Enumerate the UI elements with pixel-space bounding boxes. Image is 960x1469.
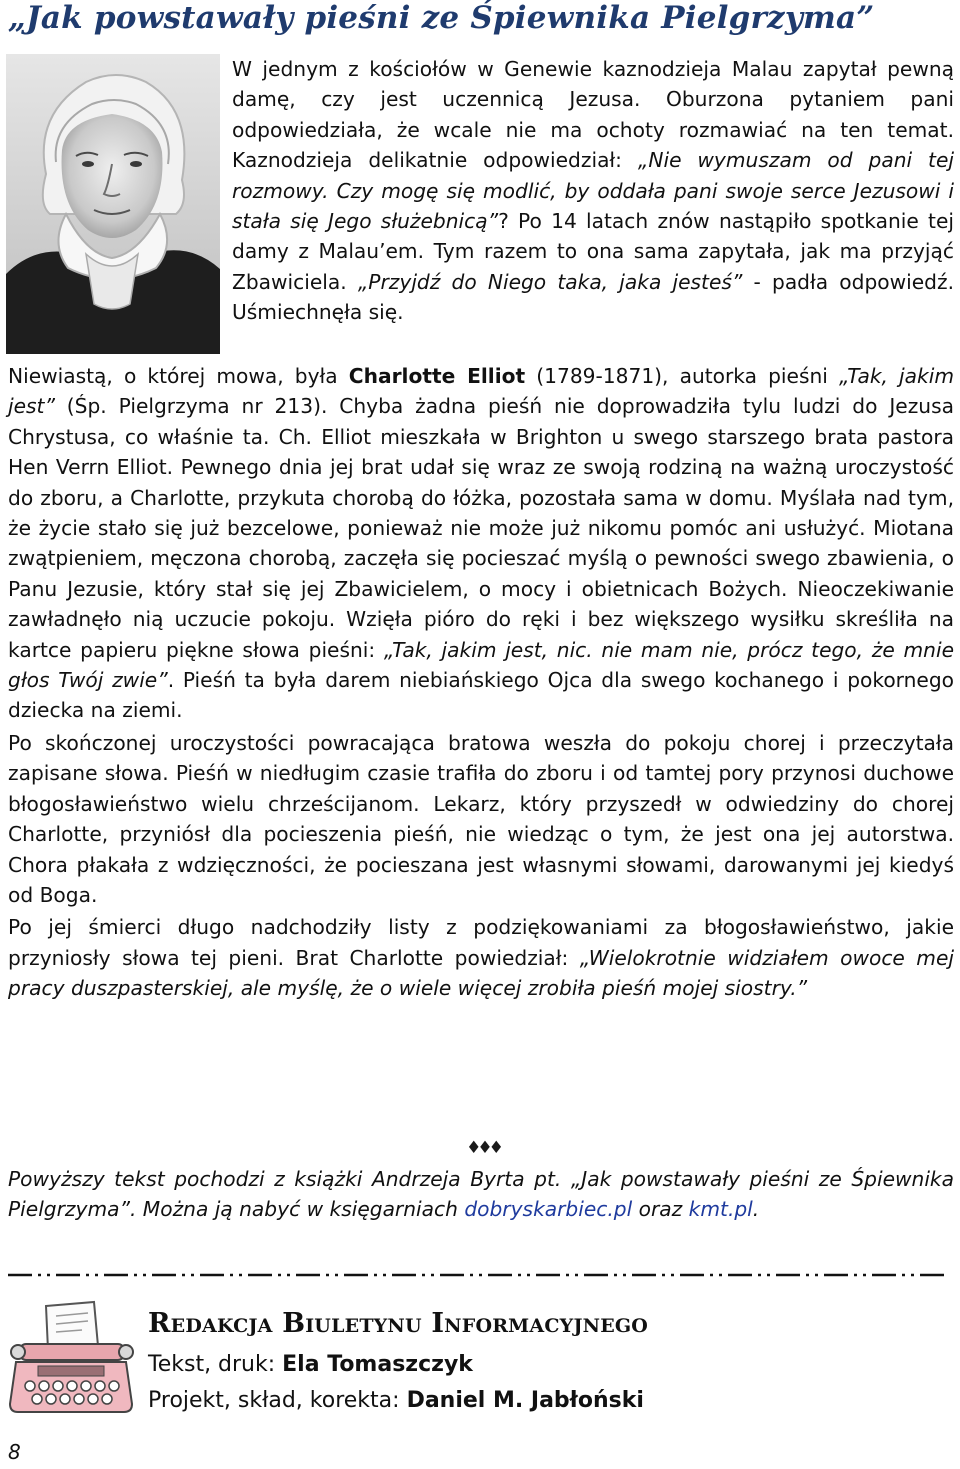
page-number: 8 (8, 1440, 21, 1464)
article-title: „Jak powstawały pieśni ze Śpiewnika Pielgrzyma” (8, 0, 875, 36)
paragraph-1 (8, 361, 954, 726)
intro-quote-2: „Przyjdź do Niego taka, jaka jesteś” (357, 269, 743, 294)
intro-text-2: ? Po 14 latach znów nastąpiło spotkanie tej damy z Malau’em. Tym razem to ona sama zapytała, jak ma przyjąć Zbawiciela. (232, 209, 954, 294)
credit-print-label: Tekst, druk: (148, 1352, 283, 1377)
author-name: Charlotte Elliot (348, 364, 526, 388)
source-note-text-a: Powyższy tekst pochodzi z książki Andrzeja Byrta pt. „Jak powstawały pieśni ze Śpiewnika Pielgrzyma”. Można ją nabyć w księgarniach (8, 1167, 954, 1222)
credit-design-label: Projekt, skład, korekta: (148, 1388, 407, 1413)
p1-text-d: . Pieśń ta była darem niebiańskiego Ojca dla swego kochanego i pokornego dziecka na ziemi. (8, 668, 955, 723)
credit-print (148, 1352, 908, 1386)
portrait-photo (6, 54, 220, 354)
source-note (8, 1164, 954, 1225)
p3-text-a: Po jej śmierci długo nadchodziły listy z podziękowaniami za błogosławieństwo, jakie przyniosły słowa tej pieni. Brat Charlotte powiedział: (8, 915, 954, 970)
typewriter-icon (8, 1300, 134, 1418)
song-title: „Tak, jakim jest” (8, 364, 954, 419)
brother-quote: „Wielokrotnie widziałem owoce mej pracy duszpasterskiej, ale myślę, że o wiele więcej zrobiła pieśń mojej siostry.” (8, 945, 954, 1001)
credit-print-name: Ela Tomaszczyk (282, 1352, 473, 1377)
p1-text-c: (Śp. Pielgrzyma nr 213). Chyba żadna pieśń nie doprowadziła tylu ludzi do Jezusa Chrystusa, co właśnie ta. Ch. Elliot mieszkała w Brighton u swego starszego brata pastora Hen Verrn Elliot. Pewnego dnia jej brat udał się wraz ze swoją rodziną na ważną uroczystość do zboru, a Charlotte, przykuta chorobą do łóżka, pozostała sama w domu. Myślała nad tym, że życie stało się już bezcelowe, ponieważ nie może już nikomu pomóc ani usłużyć. Miotana zwątpieniem, męczona chorobą, zaczęła się pocieszać myślą o pewności swego zbawienia, o Panu Jezusie, który stał się jej Zbawicielem, o mocy i obietnicach Bożych. Nieoczekiwanie zawładnęło nią uczucie pokoju. Wzięła pióro do ręki i bez większego wysiłku skreśliła na kartce papieru piękne słowa pieśni: (8, 394, 954, 662)
diamond-divider-icon: ♦♦♦ (466, 1138, 500, 1158)
dash-dot-separator (8, 1270, 950, 1280)
credit-design (148, 1388, 908, 1422)
kmt-link[interactable]: kmt.pl (688, 1197, 753, 1222)
p1-text-b: (1789-1871), autorka pieśni (525, 364, 839, 388)
paragraph-2: Po skończonej uroczystości powracająca bratowa weszła do pokoju chorej i przeczytała zapisane słowa. Pieśń w niedługim czasie trafiła do zboru i od tamtej pory przynosi duchowe błogosławieństwo wielu chrześcijanom. Lekarz, który przyszedł w odwiedziny do chorej Charlotte, przyniósł dla pocieszenia pieśń, nie wiedząc o tym, że jest ona jej autorstwa. Chora płakała z wdzięczności, że pocieszana jest własnymi słowami, darowanymi jej kiedyś od Boga. (8, 730, 954, 907)
source-note-text-c: . (752, 1197, 760, 1222)
p1-text-a: Niewiastą, o której mowa, była (8, 364, 349, 388)
dobryskarbiec-link[interactable]: dobryskarbiec.pl (464, 1197, 633, 1222)
intro-quote-1: „Nie wymuszam od pani tej rozmowy. Czy mogę się modlić, by oddała pani swoje serce Jezusowi i stała się Jego służebnicą” (232, 148, 954, 234)
editorial-title: Redakcja Biuletynu Informacyjnego (148, 1308, 649, 1339)
intro-paragraph (232, 54, 954, 328)
paragraph-3 (8, 912, 954, 1003)
song-lyrics-quote: „Tak, jakim jest, nic. nie mam nie, prócz tego, że mnie głos Twój zwie” (8, 637, 954, 693)
credit-design-name: Daniel M. Jabłoński (406, 1388, 644, 1413)
intro-text-3: - padła odpowiedź. Uśmiechnęła się. (232, 269, 954, 325)
source-note-text-b: oraz (632, 1197, 689, 1222)
article-body (8, 361, 954, 1004)
intro-text-1: W jednym z kościołów w Genewie kaznodzieja Malau zapytał pewną damę, czy jest uczennicą Jezusa. Oburzona pytaniem pani odpowiedziała, że wcale nie ma ochoty rozmawiać na ten temat. Kaznodzieja delikatnie odpowiedział: (232, 57, 954, 173)
